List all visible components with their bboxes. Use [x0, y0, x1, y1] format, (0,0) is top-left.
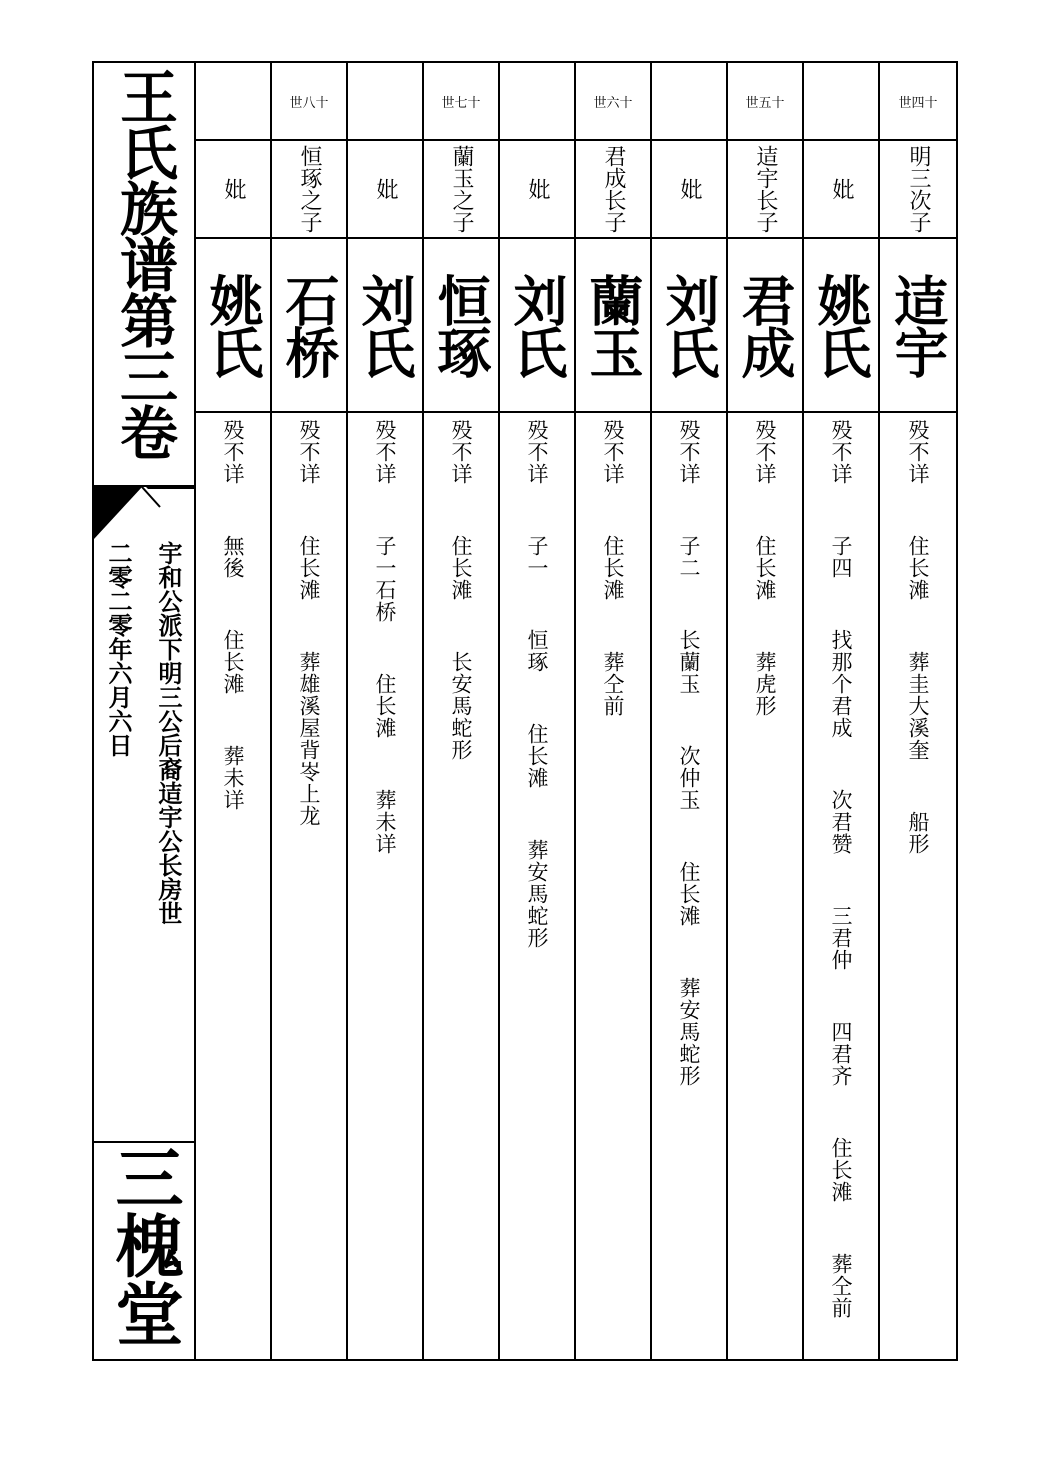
person-name: 君成	[733, 273, 797, 377]
entry-column	[728, 63, 804, 1359]
entry-column	[348, 63, 424, 1359]
entry-column	[880, 63, 956, 1359]
person-notes: 殁不详 子一石桥 住长滩 葬未详	[373, 419, 397, 855]
person-notes: 殁不详 子一 恒琢 住长滩 葬安馬蛇形	[525, 419, 549, 949]
entry-column	[576, 63, 652, 1359]
person-name: 刘氏	[505, 273, 569, 377]
book-title: 王氏族谱第三卷	[110, 67, 178, 459]
entry-column	[424, 63, 500, 1359]
person-name: 刘氏	[657, 273, 721, 377]
generation-label: 世五十	[745, 95, 785, 111]
relation-label: 妣	[525, 178, 550, 200]
relation-label: 君成长子	[601, 145, 626, 233]
person-name: 蘭玉	[581, 273, 645, 377]
person-notes: 殁不详 子四 找那个君成 次君赞 三君仲 四君齐 住长滩 葬仝前	[829, 419, 853, 1319]
entry-column	[652, 63, 728, 1359]
generation-label: 世六十	[593, 95, 633, 111]
person-name: 姚氏	[201, 273, 265, 377]
hall-name: 三槐堂	[104, 1143, 184, 1347]
person-name: 石桥	[277, 273, 341, 377]
relation-label: 蘭玉之子	[449, 145, 474, 233]
entry-column	[500, 63, 576, 1359]
person-notes: 殁不详 住长滩 葬圭大溪奎 船形	[906, 419, 930, 855]
lineage-note: 宇和公派下明三公后裔迼宇公长房世	[154, 541, 183, 925]
generation-label: 世七十	[441, 95, 481, 111]
person-name: 恒琢	[429, 273, 493, 377]
relation-label: 妣	[221, 178, 246, 200]
person-notes: 殁不详 住长滩 长安馬蛇形	[449, 419, 473, 761]
person-notes: 殁不详 住长滩 葬雄溪屋背岺上龙	[297, 419, 321, 827]
person-notes: 殁不详 住长滩 葬仝前	[601, 419, 625, 717]
person-name: 姚氏	[809, 273, 873, 377]
relation-label: 妣	[677, 178, 702, 200]
person-notes: 殁不详 無後 住长滩 葬未详	[221, 419, 245, 811]
relation-label: 明三次子	[906, 145, 931, 233]
person-name: 刘氏	[353, 273, 417, 377]
entry-column	[804, 63, 880, 1359]
person-name: 迼宇	[886, 273, 950, 377]
relation-label: 妣	[373, 178, 398, 200]
entry-column	[272, 63, 348, 1359]
genealogy-page-frame	[92, 61, 958, 1361]
person-notes: 殁不详 住长滩 葬虎形	[753, 419, 777, 717]
person-notes: 殁不详 子二 长蘭玉 次仲玉 住长滩 葬安馬蛇形	[677, 419, 701, 1087]
genealogy-columns	[196, 63, 956, 1359]
compile-date: 二零二零年六月六日	[104, 541, 133, 757]
relation-label: 妣	[829, 178, 854, 200]
entry-column	[196, 63, 272, 1359]
generation-label: 世八十	[289, 95, 329, 111]
relation-label: 迼宇长子	[753, 145, 778, 233]
spine-column	[94, 63, 196, 1359]
fish-tail-ornament	[94, 487, 194, 547]
generation-label: 世四十	[898, 95, 938, 111]
relation-label: 恒琢之子	[297, 145, 322, 233]
